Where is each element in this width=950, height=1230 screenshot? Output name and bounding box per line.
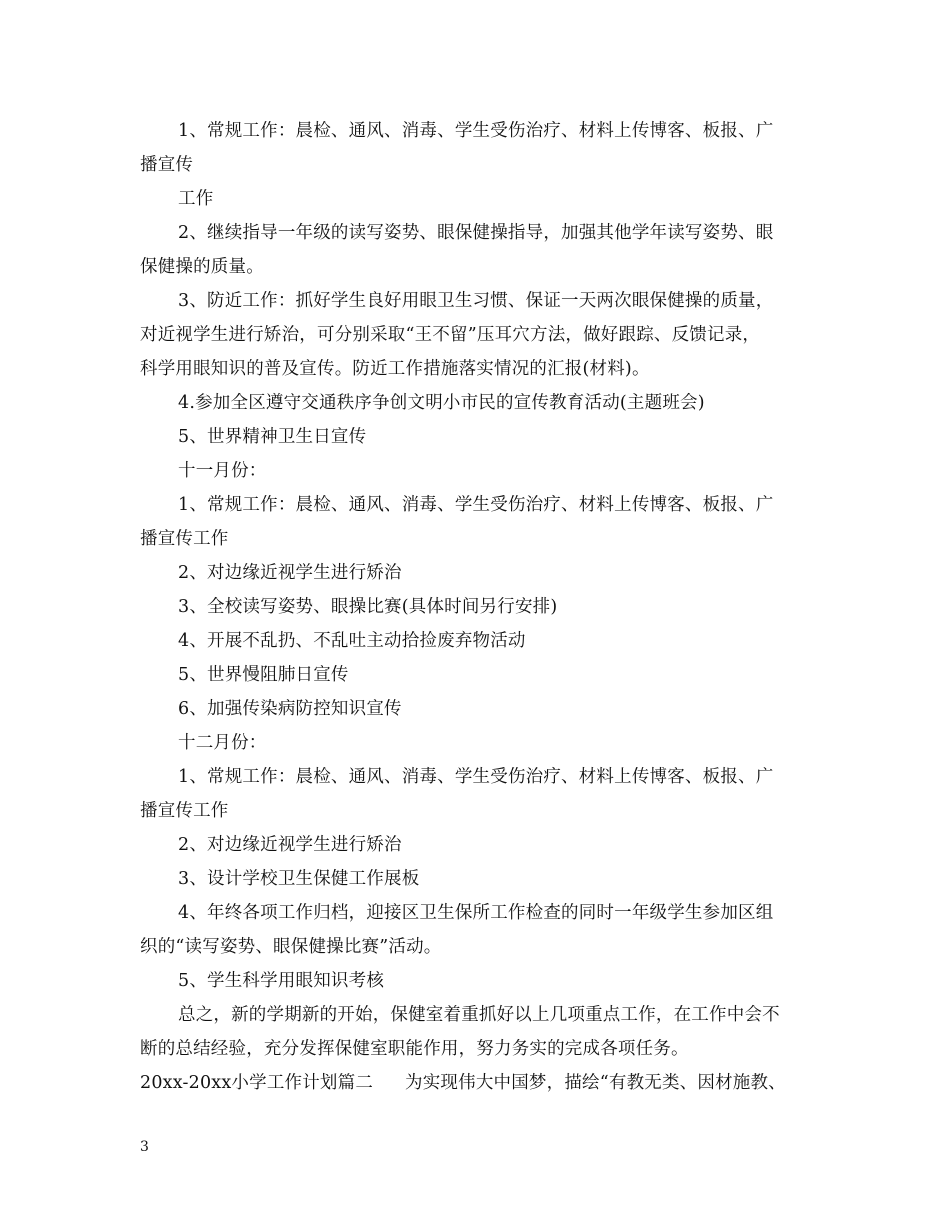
text-line: 2、继续指导一年级的读写姿势、眼保健操指导，加强其他学年读写姿势、眼 bbox=[178, 223, 774, 243]
text-line: 2、对边缘近视学生进行矫治 bbox=[178, 835, 402, 855]
text-line: 十一月份： bbox=[178, 461, 267, 481]
text-line: 4、开展不乱扔、不乱吐主动拾捡废弃物活动 bbox=[178, 631, 526, 651]
text-line: 1、常规工作：晨检、通风、消毒、学生受伤治疗、材料上传博客、板报、广 bbox=[178, 121, 774, 141]
text-line: 保健操的质量。 bbox=[140, 257, 264, 277]
section-intro-text: 为实现伟大中国梦，描绘“有教无类、因材施教、 bbox=[405, 1073, 786, 1093]
text-line: 4、年终各项工作归档，迎接区卫生保所工作检查的同时一年级学生参加区组 bbox=[178, 903, 774, 923]
text-line: 播宣传工作 bbox=[140, 801, 229, 821]
text-line: 工作 bbox=[178, 189, 214, 209]
text-line: 5、世界精神卫生日宣传 bbox=[178, 427, 367, 447]
text-line: 科学用眼知识的普及宣传。防近工作措施落实情况的汇报(材料)。 bbox=[140, 359, 650, 379]
text-line: 4.参加全区遵守交通秩序争创文明小市民的宣传教育活动(主题班会) bbox=[178, 393, 705, 413]
text-line: 2、对边缘近视学生进行矫治 bbox=[178, 563, 402, 583]
text-line: 5、世界慢阻肺日宣传 bbox=[178, 665, 349, 685]
text-line: 3、防近工作：抓好学生良好用眼卫生习惯、保证一天两次眼保健操的质量， bbox=[178, 291, 774, 311]
page-number: 3 bbox=[140, 1139, 149, 1155]
text-line: 播宣传 bbox=[140, 155, 194, 175]
text-line: 总之，新的学期新的开始，保健室着重抓好以上几项重点工作，在工作中会不 bbox=[178, 1005, 780, 1025]
text-line: 5、学生科学用眼知识考核 bbox=[178, 971, 385, 991]
text-line: 断的总结经验，充分发挥保健室职能作用，努力务实的完成各项任务。 bbox=[140, 1039, 689, 1059]
text-line: 3、全校读写姿势、眼操比赛(具体时间另行安排) bbox=[178, 597, 558, 617]
text-line: 播宣传工作 bbox=[140, 529, 229, 549]
text-line: 3、设计学校卫生保健工作展板 bbox=[178, 869, 420, 889]
text-line: 织的“读写姿势、眼保健操比赛”活动。 bbox=[140, 937, 442, 957]
text-line: 对近视学生进行矫治，可分别采取“王不留”压耳穴方法，做好跟踪、反馈记录， bbox=[140, 325, 761, 345]
document-body bbox=[140, 114, 816, 1100]
section-title: 20xx-20xx小学工作计划篇二 bbox=[140, 1073, 374, 1093]
section-heading-line bbox=[140, 1066, 816, 1100]
text-line: 6、加强传染病防控知识宣传 bbox=[178, 699, 402, 719]
text-line: 1、常规工作：晨检、通风、消毒、学生受伤治疗、材料上传博客、板报、广 bbox=[178, 767, 774, 787]
text-line: 1、常规工作：晨检、通风、消毒、学生受伤治疗、材料上传博客、板报、广 bbox=[178, 495, 774, 515]
text-line: 十二月份： bbox=[178, 733, 267, 753]
